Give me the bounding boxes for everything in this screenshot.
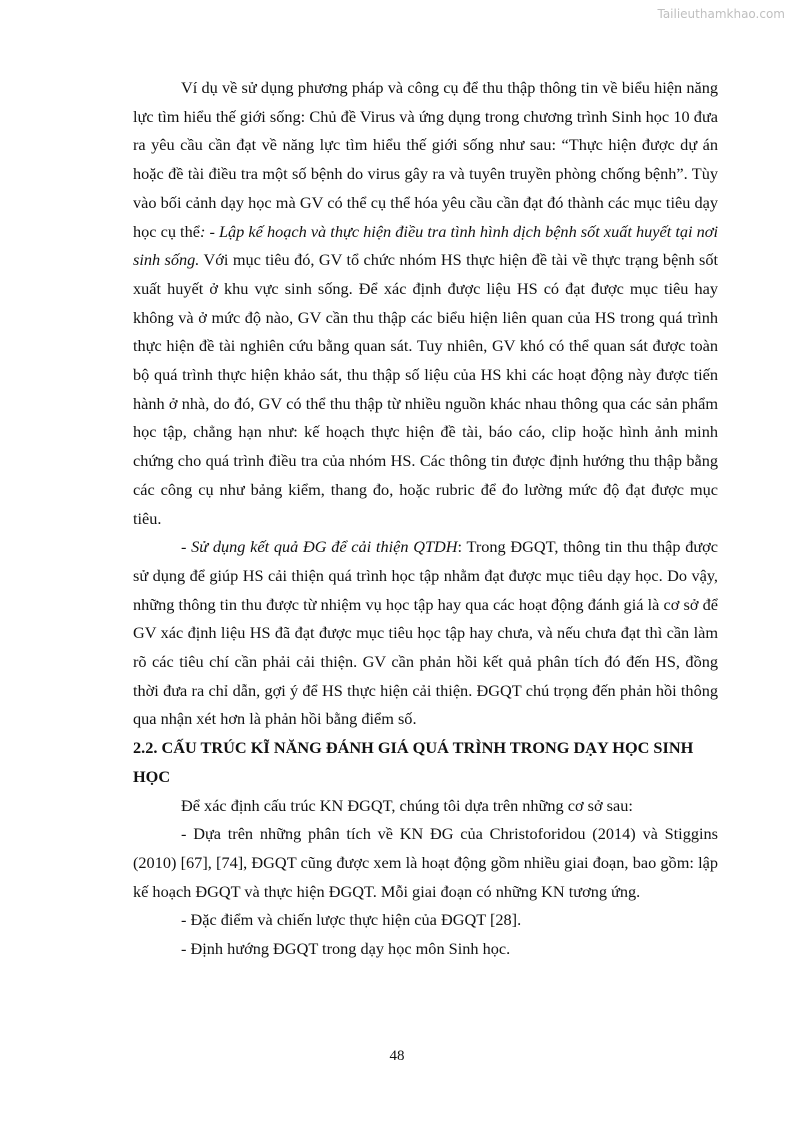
paragraph-example-italic: : - Lập kế hoạch và thực hiện điều tra tình hình dịch bệnh sốt xuất huyết tại nơi sinh sống. xyxy=(133,221,719,270)
page-number: 48 xyxy=(389,1048,405,1064)
paragraph-basis-2: - Đặc điểm và chiến lược thực hiện của ĐGQT [28]. xyxy=(181,910,522,930)
paragraph-intro: Để xác định cấu trúc KN ĐGQT, chúng tôi dựa trên những cơ sở sau: xyxy=(181,795,633,815)
watermark: Tailieuthamkhao.com xyxy=(657,7,785,21)
paragraph-basis-3: - Định hướng ĐGQT trong dạy học môn Sinh học. xyxy=(181,939,511,959)
paragraph-use-results-italic: - Sử dụng kết quả ĐG để cải thiện QTDH xyxy=(181,537,458,557)
paragraph-example-text: Ví dụ về sử dụng phương pháp và công cụ để thu thập thông tin về biểu hiện năng lực tìm hiểu thế giới sống: Chủ đề Virus và ứng dụng trong chương trình Sinh học 10 đưa ra yêu cầu cần đạt về năng lực tìm hiểu thế giới sống như sau: “Thực hiện được dự án hoặc đề tài điều tra một số bệnh do virus gây ra và tuyên truyền phòng chống bệnh”. Tùy vào bối cảnh dạy học mà GV có thể cụ thể hóa yêu cầu cần đạt đó thành các mục tiêu dạy học cụ thể xyxy=(133,78,718,241)
paragraph-basis-1: - Dựa trên những phân tích về KN ĐG của Christoforidou (2014) và Stiggins (2010) [67], [74], ĐGQT cũng được xem là hoạt động gồm nhiều giai đoạn, bao gồm: lập kế hoạch ĐGQT và thực hiện ĐGQT. Mỗi giai đoạn có những KN tương ứng. xyxy=(133,824,718,901)
paragraph-use-results xyxy=(133,533,718,734)
section-heading: 2.2. CẤU TRÚC KĨ NĂNG ĐÁNH GIÁ QUÁ TRÌNH TRONG DẠY HỌC SINH HỌC xyxy=(133,738,694,786)
document-body xyxy=(133,74,718,964)
paragraph-example xyxy=(133,74,718,533)
paragraph-use-results-text: : Trong ĐGQT, thông tin thu thập được sử dụng để giúp HS cải thiện quá trình học tập nhằm đạt được mục tiêu dạy học. Do vậy, những thông tin thu được từ nhiệm vụ học tập hay qua các hoạt động đánh giá là cơ sở để GV xác định liệu HS đã đạt được mục tiêu học tập hay chưa, và nếu chưa đạt thì cần làm rõ các tiêu chí cần phải cải thiện. GV cần phản hồi kết quả phân tích đó đến HS, đồng thời đưa ra chỉ dẫn, gợi ý để HS thực hiện cải thiện. ĐGQT chú trọng đến phản hồi thông qua nhận xét hơn là phản hồi bằng điểm số. xyxy=(133,537,718,729)
paragraph-example-text-cont: Với mục tiêu đó, GV tổ chức nhóm HS thực hiện đề tài về thực trạng bệnh sốt xuất huyết ở khu vực sinh sống. Để xác định được liệu HS có đạt được mục tiêu hay không và ở mức độ nào, GV cần thu thập các biểu hiện liên quan của HS trong quá trình thực hiện đề tài nghiên cứu bằng quan sát. Tuy nhiên, GV khó có thể quan sát được toàn bộ quá trình thực hiện khảo sát, thu thập số liệu của HS khi các hoạt động này được tiến hành ở nhà, do đó, GV có thể thu thập từ nhiều nguồn khác nhau thông qua các sản phẩm học tập, chẳng hạn như: kế hoạch thực hiện đề tài, báo cáo, clip hoặc hình ảnh minh chứng cho quá trình điều tra của nhóm HS. Các thông tin được định hướng thu thập bằng các công cụ như bảng kiểm, thang đo, hoặc rubric để đo lường mức độ đạt được mục tiêu. xyxy=(133,250,718,528)
